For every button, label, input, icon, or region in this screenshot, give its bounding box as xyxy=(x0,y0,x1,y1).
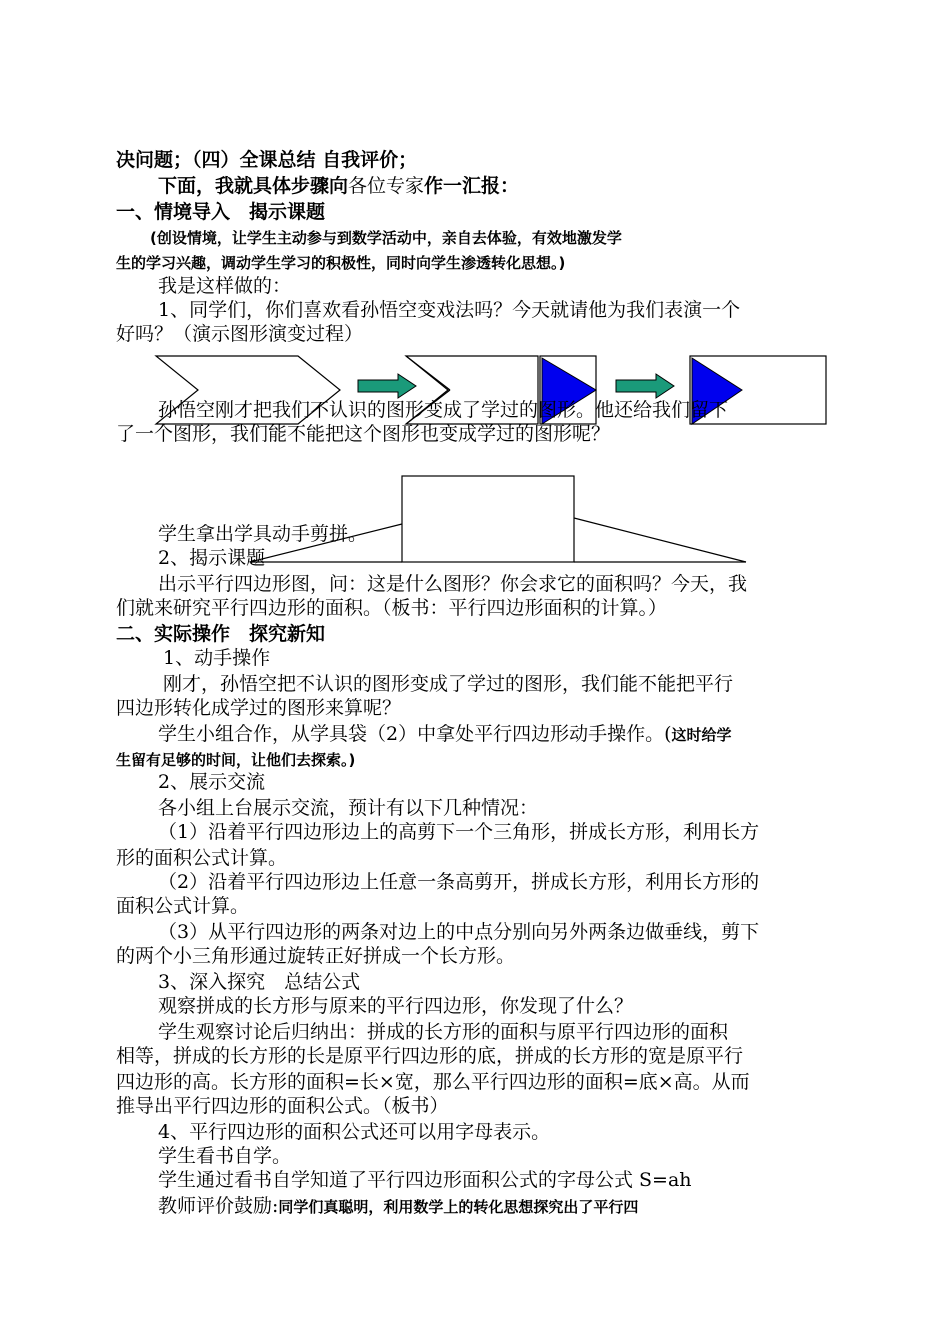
text-line: 了一个图形，我们能不能把这个图形也变成学过的图形呢？ xyxy=(116,423,611,445)
section-heading: 一、情境导入 揭示课题 xyxy=(116,201,326,223)
text-line: 2、展示交流 xyxy=(158,771,266,793)
text-line: 学生观察讨论后归纳出：拼成的长方形的面积与原平行四边形的面积 xyxy=(158,1021,729,1043)
bold-phrase: 下面，我就具体步骤向 xyxy=(158,175,349,197)
text-line: 孙悟空刚才把我们不认识的图形变成了学过的图形。他还给我们留下 xyxy=(158,399,729,421)
text-line: 好吗？（演示图形演变过程） xyxy=(116,323,364,345)
text-line: 刚才，孙悟空把不认识的图形变成了学过的图形，我们能不能把平行 xyxy=(163,673,734,695)
normal-phrase: 教师评价鼓励: xyxy=(158,1195,279,1217)
note-line: (创设情境，让学生主动参与到数学活动中，亲自去体验，有效地激发学 xyxy=(150,229,622,247)
text-line: 4、平行四边形的面积公式还可以用字母表示。 xyxy=(158,1121,551,1143)
text-line xyxy=(158,722,880,747)
text-line: 1、动手操作 xyxy=(163,647,271,669)
text-line: 推导出平行四边形的面积公式。（板书） xyxy=(116,1095,449,1117)
text-line: （1）沿着平行四边形边上的高剪下一个三角形，拼成长方形，利用长方 xyxy=(158,821,760,843)
bold-phrase: 作一汇报： xyxy=(424,175,520,197)
text-line: 形的面积公式计算。 xyxy=(116,847,288,869)
text-line: 学生通过看书自学知道了平行四边形面积公式的字母公式 S=ah xyxy=(158,1169,692,1191)
bold-phrase: 这时给学 xyxy=(671,726,732,744)
text-line: 四边形转化成学过的图形来算呢？ xyxy=(116,697,402,719)
text-line: （3）从平行四边形的两条对边上的中点分别向另外两条边做垂线，剪下 xyxy=(158,921,760,943)
green-arrow-icon xyxy=(358,374,416,398)
text-line: 相等，拼成的长方形的长是原平行四边形的底，拼成的长方形的宽是原平行 xyxy=(116,1045,744,1067)
normal-phrase: 各位专家 xyxy=(348,175,425,197)
note-line: 生留有足够的时间，让他们去探索。) xyxy=(116,751,356,769)
text-line: 我是这样做的： xyxy=(158,275,292,297)
text-line xyxy=(158,174,880,198)
green-arrow-icon xyxy=(616,374,674,398)
text-line: 决问题；（四）全课总结 自我评价； xyxy=(116,149,418,171)
text-line: 的两个小三角形通过旋转正好拼成一个长方形。 xyxy=(116,945,516,967)
text-line: 各小组上台展示交流，预计有以下几种情况： xyxy=(158,797,539,819)
text-line: 3、深入探究 总结公式 xyxy=(158,971,361,993)
text-line: 四边形的高。长方形的面积=长×宽，那么平行四边形的面积=底×高。从而 xyxy=(116,1071,750,1093)
text-line: 们就来研究平行四边形的面积。（板书：平行四边形面积的计算。） xyxy=(116,597,668,619)
text-line: 出示平行四边形图，问：这是什么图形？你会求它的面积吗？今天，我 xyxy=(158,573,748,595)
text-line: 2、揭示课题 xyxy=(158,547,266,569)
text-line: （2）沿着平行四边形边上任意一条高剪开，拼成长方形，利用长方形的 xyxy=(158,871,760,893)
section-heading: 二、实际操作 探究新知 xyxy=(116,623,326,645)
text-line: 面积公式计算。 xyxy=(116,895,250,917)
normal-phrase: 学生小组合作，从学具袋（2）中拿处平行四边形动手操作。( xyxy=(158,723,672,745)
text-line: 学生拿出学具动手剪拼。 xyxy=(158,523,368,545)
text-line xyxy=(158,1194,880,1219)
text-line: 观察拼成的长方形与原来的平行四边形，你发现了什么？ xyxy=(158,995,634,1017)
bold-phrase: 同学们真聪明，利用数学上的转化思想探究出了平行四 xyxy=(278,1198,639,1216)
note-line: 生的学习兴趣，调动学生学习的积极性，同时向学生渗透转化思想。) xyxy=(116,254,566,272)
text-line: 学生看书自学。 xyxy=(158,1145,292,1167)
text-line: 1、同学们，你们喜欢看孙悟空变戏法吗？今天就请他为我们表演一个 xyxy=(158,299,741,321)
